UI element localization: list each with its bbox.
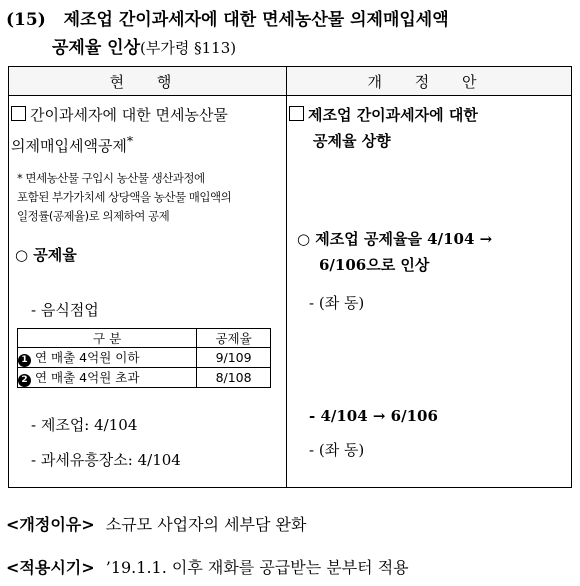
effective-text: ’19.1.1. 이후 재화를 공급받는 분부터 적용	[105, 558, 409, 577]
title-text-2: 공제율 인상	[52, 38, 141, 58]
revised-rate	[297, 226, 571, 278]
row-label: 연 매출 4억원 이하	[35, 350, 140, 365]
comparison-table	[8, 66, 572, 488]
revised-rate-line1: ○ 제조업 공제율을 4/104 →	[297, 230, 493, 248]
title-text-1: 제조업 간이과세자에 대한 면세농산물 의제매입세액	[63, 10, 449, 30]
header-revised: 개 정 안	[287, 67, 572, 96]
revised-main-item	[289, 102, 571, 154]
header-current: 현 행	[9, 67, 287, 96]
revised-column	[287, 96, 572, 488]
checkbox-square-icon	[289, 106, 304, 121]
title-line-2	[6, 34, 576, 62]
table-row	[18, 348, 271, 368]
reason-text: 소규모 사업자의 세부담 완화	[105, 515, 307, 534]
section-title	[6, 6, 576, 62]
reason-label: <개정이유>	[6, 515, 95, 534]
effective-label: <적용시기>	[6, 558, 95, 577]
circled-number-icon: 2	[18, 374, 31, 387]
current-column	[9, 96, 287, 488]
revised-rate-line2: 6/106으로 인상	[319, 256, 430, 274]
footnote-mark: *	[126, 133, 134, 148]
current-main-line1: 간이과세자에 대한 면세농산물	[30, 106, 228, 124]
restaurant-label: - 음식점업	[31, 301, 99, 319]
note-line3: 일정률(공제율)로 의제하여 공제	[17, 209, 170, 223]
current-footnote	[17, 169, 286, 226]
current-main-line2: 의제매입세액공제	[11, 137, 127, 155]
row-label: 연 매출 4억원 초과	[35, 370, 140, 385]
title-line-1	[6, 6, 576, 34]
revised-manufacturing: - 4/104 → 6/106	[309, 407, 438, 425]
subtable-header-rate: 공제율	[197, 329, 271, 348]
title-number: (15)	[6, 10, 46, 30]
current-rate-heading: ○ 공제율	[15, 246, 77, 264]
subtable-header-category: 구 분	[18, 329, 197, 348]
current-manufacturing: - 제조업: 4/104	[31, 416, 138, 434]
effective-date	[6, 557, 409, 579]
law-reference: (부가령 §113)	[140, 39, 237, 57]
current-main-item	[11, 102, 286, 159]
row-rate: 8/108	[197, 368, 271, 388]
revision-reason	[6, 514, 306, 536]
revised-same-1: - (좌 동)	[309, 294, 365, 312]
rate-subtable	[17, 328, 271, 388]
circled-number-icon: 1	[18, 354, 31, 367]
current-entertainment: - 과세유흥장소: 4/104	[31, 451, 181, 469]
note-line2: 포함된 부가가치세 상당액을 농산물 매입액의	[17, 190, 232, 204]
table-row	[18, 368, 271, 388]
note-asterisk: *	[17, 171, 23, 185]
revised-main-line1: 제조업 간이과세자에 대한	[308, 106, 478, 124]
checkbox-square-icon	[11, 106, 26, 121]
revised-main-line2: 공제율 상향	[313, 132, 391, 150]
revised-same-2: - (좌 동)	[309, 441, 365, 459]
note-line1: 면세농산물 구입시 농산물 생산과정에	[25, 171, 205, 185]
row-rate: 9/109	[197, 348, 271, 368]
